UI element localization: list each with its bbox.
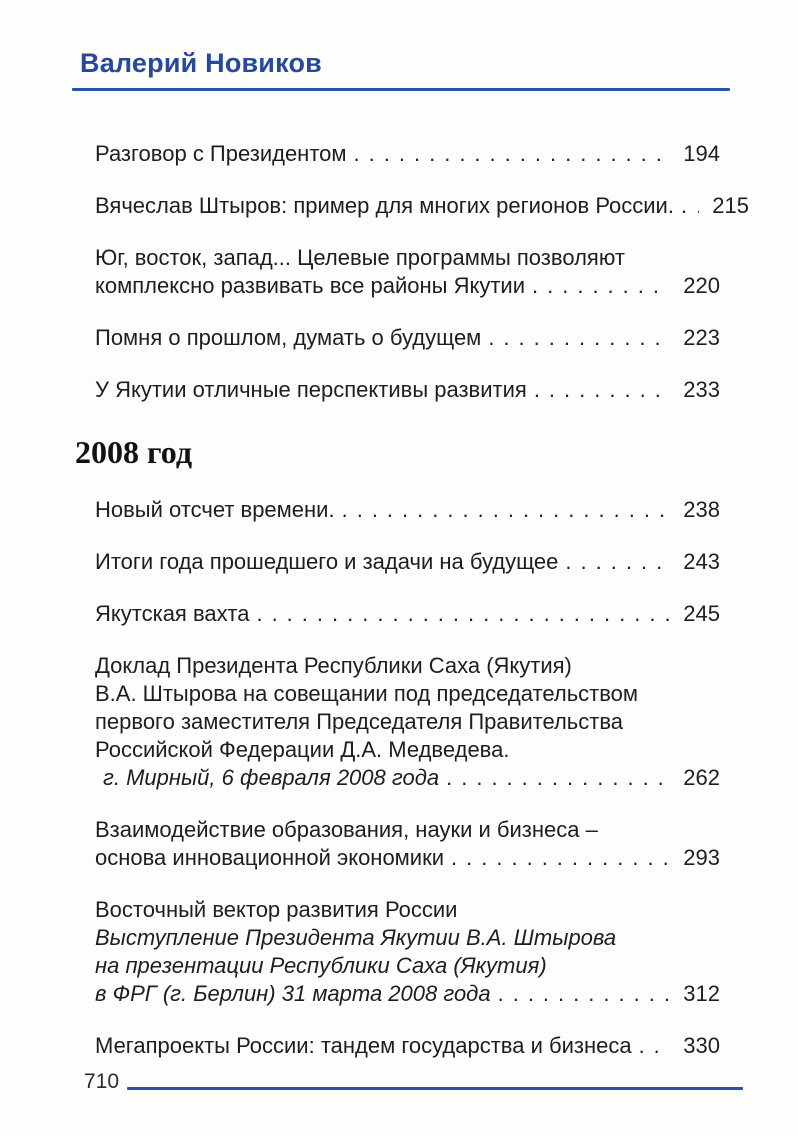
toc-entry-line: [95, 980, 720, 1008]
toc-entry: [95, 376, 720, 404]
toc-entry-line: [95, 680, 720, 708]
entry-title-text: в ФРГ (г. Берлин) 31 марта 2008 года: [95, 981, 491, 1006]
toc-entry-line: [95, 376, 720, 404]
entry-title-text: первого заместителя Председателя Правительства: [95, 709, 624, 734]
toc-entry-line: [95, 952, 720, 980]
entry-title-text: г. Мирный, 6 февраля 2008 года: [103, 765, 440, 790]
entry-page-number: 243: [683, 549, 720, 574]
toc-entry-line: [95, 192, 749, 220]
entry-title-text: Выступление Президента Якутии В.А. Штырова: [95, 925, 617, 950]
toc-entry: [95, 548, 720, 576]
dot-leader: [498, 980, 670, 1008]
dot-leader: [451, 844, 670, 872]
toc-entry: [95, 140, 720, 168]
toc-entry-line: [95, 140, 720, 168]
toc-entry-line: [95, 600, 720, 628]
entry-title-text: Взаимодействие образования, науки и бизнеса –: [95, 817, 598, 842]
toc-entry-line: [95, 708, 720, 736]
dot-leader: [565, 548, 670, 576]
dot-leader: [532, 272, 670, 300]
toc-entry-line: [95, 1032, 720, 1060]
dot-leader: [639, 1032, 670, 1060]
toc-entry-line: [95, 244, 720, 272]
dot-leader: [681, 192, 699, 220]
section-heading: 2008 год: [75, 434, 192, 470]
toc-entry-line: [95, 816, 720, 844]
entry-title-text: Разговор с Президентом: [95, 141, 347, 166]
toc-entry: [95, 192, 749, 220]
entry-page-number: 220: [683, 273, 720, 298]
running-head-author: Валерий Новиков: [80, 48, 322, 78]
toc-entry-line: [95, 736, 720, 764]
entry-title-text: У Якутии отличные перспективы развития: [95, 377, 527, 402]
entry-page-number: 245: [683, 601, 720, 626]
dot-leader: [488, 324, 670, 352]
toc-entry-line: [95, 652, 720, 680]
entry-title-text: Якутская вахта: [95, 601, 250, 626]
entry-title-text: Вячеслав Штыров: пример для многих регионов России.: [95, 193, 674, 218]
entry-page-number: 233: [683, 377, 720, 402]
toc-entry-line: [95, 272, 720, 300]
toc-entry: [95, 1032, 720, 1060]
entry-title-text: комплексно развивать все районы Якутии: [95, 273, 525, 298]
entry-title-text: Доклад Президента Республики Саха (Якутия): [95, 653, 572, 678]
toc-entry: [95, 244, 720, 300]
entry-title-text: Мегапроекты России: тандем государства и бизнеса: [95, 1033, 632, 1058]
page-number-folio: 710: [84, 1070, 120, 1093]
footer-rule: [127, 1087, 743, 1090]
toc-entry-line: [95, 548, 720, 576]
entry-title-text: Юг, восток, запад... Целевые программы позволяют: [95, 245, 625, 270]
entry-page-number: 330: [683, 1033, 720, 1058]
entry-page-number: 223: [683, 325, 720, 350]
dot-leader: [342, 496, 670, 524]
dot-leader: [446, 764, 670, 792]
entry-page-number: 238: [683, 497, 720, 522]
toc-entry: [95, 652, 720, 792]
toc-entry-line: [95, 496, 720, 524]
entry-title-text: Российской Федерации Д.А. Медведева.: [95, 737, 510, 762]
toc-entry: [95, 496, 720, 524]
dot-leader: [256, 600, 670, 628]
entry-page-number: 293: [683, 845, 720, 870]
toc-entry-line: [95, 764, 720, 792]
entry-page-number: 194: [683, 141, 720, 166]
dot-leader: [534, 376, 670, 404]
toc-entry: [95, 600, 720, 628]
entry-title-text: Помня о прошлом, думать о будущем: [95, 325, 482, 350]
toc-entry-line: [95, 324, 720, 352]
entry-title-text: основа инновационной экономики: [95, 845, 445, 870]
toc-entry-line: [95, 896, 720, 924]
entry-title-text: Восточный вектор развития России: [95, 897, 458, 922]
toc-entry: [95, 816, 720, 872]
toc-entry: [95, 324, 720, 352]
entry-page-number: 215: [712, 193, 749, 218]
dot-leader: [354, 140, 670, 168]
header-rule: [72, 88, 730, 91]
toc-entry-line: [95, 924, 720, 952]
entry-title-text: В.А. Штырова на совещании под председательством: [95, 681, 639, 706]
toc-entry-line: [95, 844, 720, 872]
entry-page-number: 262: [683, 765, 720, 790]
entry-title-text: на презентации Республики Саха (Якутия): [95, 953, 547, 978]
entry-title-text: Итоги года прошедшего и задачи на будущее: [95, 549, 559, 574]
entry-page-number: 312: [683, 981, 720, 1006]
entry-title-text: Новый отсчет времени.: [95, 497, 335, 522]
toc-entry: [95, 896, 720, 1008]
